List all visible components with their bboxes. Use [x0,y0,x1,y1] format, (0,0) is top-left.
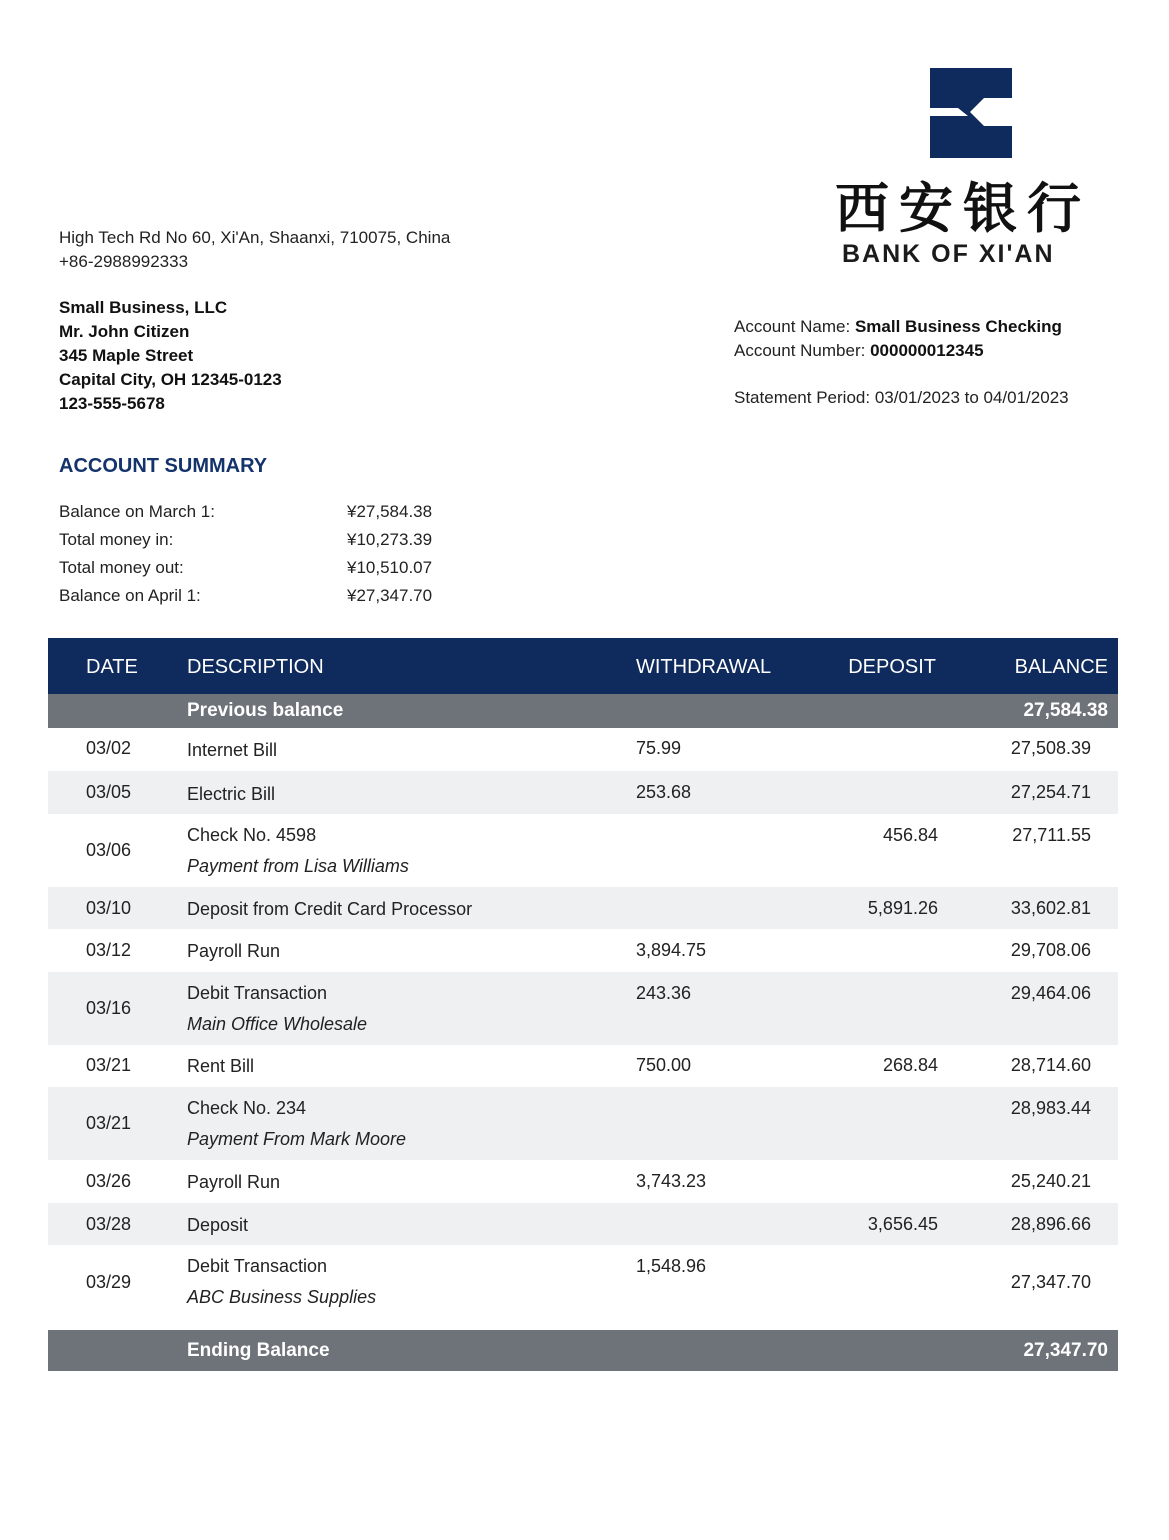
summary-value: ¥27,584.38 [347,502,433,521]
header-balance: BALANCE [1014,656,1108,678]
row-balance: 27,711.55 [1012,825,1091,845]
summary-row [59,500,467,528]
row-description: Payroll Run [187,1172,281,1192]
customer-address-block [59,296,282,416]
row-balance: 29,708.06 [1010,940,1091,960]
header-deposit: DEPOSIT [848,656,936,678]
summary-value: ¥27,347.70 [347,586,433,605]
row-subdescription: Payment from Lisa Williams [187,856,409,876]
previous-balance-label: Previous balance [187,700,344,721]
row-description: Debit Transaction [187,1256,328,1276]
account-number-label: Account Number: [734,341,866,360]
account-info-block [734,315,1069,410]
row-date: 03/29 [86,1272,132,1292]
transactions-table [48,638,1118,1371]
row-description: Internet Bill [187,740,278,760]
statement-period-value: 03/01/2023 to 04/01/2023 [874,388,1069,407]
header-description: DESCRIPTION [187,656,324,678]
row-date: 03/21 [86,1055,132,1075]
bank-name-en: BANK OF XI'AN [842,240,1055,268]
row-description: Deposit from Credit Card Processor [187,899,473,919]
account-name-value: Small Business Checking [854,317,1062,336]
statement-period-line [734,386,1069,410]
bank-phone: +86-2988992333 [59,252,189,271]
row-date: 03/28 [86,1214,132,1234]
row-balance: 28,714.60 [1010,1055,1091,1075]
account-number-line [734,339,1069,363]
row-description: Electric Bill [187,784,276,804]
row-withdrawal: 243.36 [636,983,692,1003]
row-balance: 27,254.71 [1010,782,1091,802]
bank-logo-icon [930,68,1014,160]
customer-phone: 123-555-5678 [59,394,165,413]
table-header [48,638,1118,694]
table-row [48,929,1118,972]
row-subdescription: ABC Business Supplies [187,1287,377,1307]
row-balance: 29,464.06 [1010,983,1091,1003]
row-balance: 27,347.70 [1010,1272,1091,1292]
row-balance: 25,240.21 [1010,1171,1091,1191]
summary-value: ¥10,273.39 [347,530,433,549]
row-subdescription: Main Office Wholesale [187,1014,368,1034]
row-deposit: 268.84 [882,1055,938,1075]
ending-balance-label: Ending Balance [187,1340,330,1361]
row-deposit: 3,656.45 [867,1214,938,1234]
header-withdrawal: WITHDRAWAL [636,656,772,678]
table-row [48,771,1118,814]
row-description: Check No. 4598 [187,825,317,845]
row-date: 03/02 [86,738,132,758]
summary-label: Total money in: [59,530,174,549]
customer-city: Capital City, OH 12345-0123 [59,370,282,389]
ending-balance-row [48,1330,1118,1371]
row-date: 03/10 [86,898,132,918]
table-row [48,1087,1118,1160]
row-date: 03/21 [86,1113,132,1133]
table-row [48,728,1118,771]
customer-company: Small Business, LLC [59,298,228,317]
row-withdrawal: 253.68 [636,782,692,802]
table-row [48,1160,1118,1203]
bank-address-block [59,226,450,274]
account-summary-title: ACCOUNT SUMMARY [59,455,268,477]
ending-balance-value: 27,347.70 [1023,1340,1108,1361]
summary-label: Balance on March 1: [59,502,215,521]
account-number-value: 000000012345 [870,341,984,360]
summary-row [59,556,467,584]
table-row [48,887,1118,929]
table-row [48,814,1118,887]
row-deposit: 5,891.26 [867,898,938,918]
row-date: 03/06 [86,840,132,860]
row-balance: 27,508.39 [1010,738,1091,758]
row-withdrawal: 3,743.23 [636,1171,707,1191]
row-withdrawal: 3,894.75 [636,940,707,960]
previous-balance-value: 27,584.38 [1023,700,1108,721]
row-withdrawal: 750.00 [636,1055,692,1075]
table-row [48,1203,1118,1245]
summary-row [59,584,467,612]
row-withdrawal: 1,548.96 [636,1256,707,1276]
account-summary [59,500,467,612]
row-withdrawal: 75.99 [636,738,682,758]
row-date: 03/26 [86,1171,132,1191]
account-name-label: Account Name: [734,317,851,336]
statement-period-label: Statement Period: [734,388,871,407]
row-description: Check No. 234 [187,1098,307,1118]
summary-label: Balance on April 1: [59,586,201,605]
row-deposit: 456.84 [882,825,938,845]
bank-address: High Tech Rd No 60, Xi'An, Shaanxi, 710075, China [59,228,451,247]
row-balance: 33,602.81 [1010,898,1091,918]
customer-name: Mr. John Citizen [59,322,190,341]
table-row [48,972,1118,1045]
bank-name-cn: 西安银行 [835,176,1091,240]
row-balance: 28,983.44 [1010,1098,1091,1118]
row-date: 03/16 [86,998,132,1018]
customer-street: 345 Maple Street [59,346,194,365]
row-description: Payroll Run [187,941,281,961]
previous-balance-row [48,694,1118,728]
summary-label: Total money out: [59,558,184,577]
row-description: Deposit [187,1215,249,1235]
row-subdescription: Payment From Mark Moore [187,1129,407,1149]
table-row [48,1045,1118,1087]
row-description: Rent Bill [187,1056,255,1076]
header-date: DATE [86,656,138,678]
summary-value: ¥10,510.07 [347,558,433,577]
account-name-line [734,315,1069,339]
row-date: 03/05 [86,782,132,802]
row-balance: 28,896.66 [1010,1214,1091,1234]
summary-row [59,528,467,556]
table-row [48,1245,1118,1330]
row-description: Debit Transaction [187,983,328,1003]
row-date: 03/12 [86,940,132,960]
